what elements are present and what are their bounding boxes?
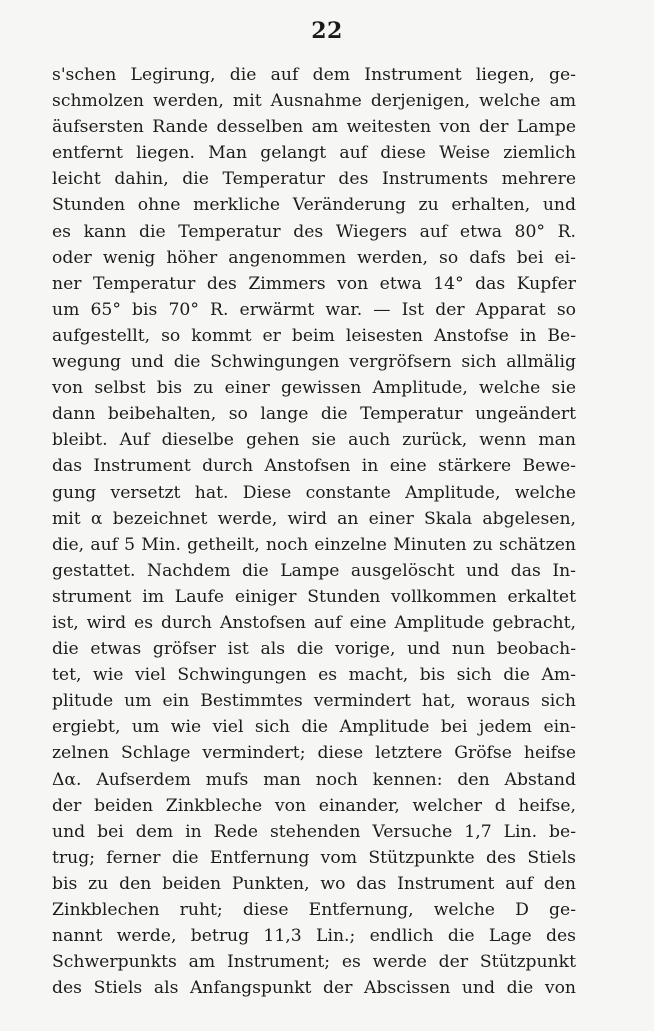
text-line: ner Temperatur des Zimmers von etwa 14° das Kupfer (52, 273, 576, 294)
text-line: Schwerpunkts am Instrument; es werde der Stützpunkt (52, 952, 576, 973)
page-number: 22 (311, 18, 343, 44)
text-line: schmolzen werden, mit Ausnahme derjenigen, welche am (52, 91, 576, 112)
text-line: mit α bezeichnet werde, wird an einer Skala abgelesen, (52, 508, 576, 529)
text-line: die etwas gröfser ist als die vorige, und nun beobach- (52, 639, 576, 660)
text-line: entfernt liegen. Man gelangt auf diese Weise ziemlich (52, 143, 576, 164)
text-line: oder wenig höher angenommen werden, so dafs bei ei- (52, 247, 576, 268)
text-line: dann beibehalten, so lange die Temperatur ungeändert (52, 404, 576, 425)
text-line: äufsersten Rande desselben am weitesten von der Lampe (52, 117, 576, 138)
text-line: das Instrument durch Anstofsen in eine stärkere Bewe- (52, 456, 576, 477)
text-line: Δα. Aufserdem mufs man noch kennen: den Abstand (52, 769, 576, 790)
text-line: es kann die Temperatur des Wiegers auf etwa 80° R. (52, 221, 576, 242)
text-line: gung versetzt hat. Diese constante Amplitude, welche (52, 482, 576, 503)
text-line: ergiebt, um wie viel sich die Amplitude bei jedem ein- (52, 717, 576, 738)
text-line: bleibt. Auf dieselbe gehen sie auch zurück, wenn man (52, 430, 576, 451)
text-line: plitude um ein Bestimmtes vermindert hat, woraus sich (52, 691, 576, 712)
text-line: um 65° bis 70° R. erwärmt war. — Ist der Apparat so (52, 299, 576, 320)
text-line: des Stiels als Anfangspunkt der Abscissen und die von (52, 978, 576, 999)
text-line: gestattet. Nachdem die Lampe ausgelöscht und das In- (52, 560, 576, 581)
text-line: bis zu den beiden Punkten, wo das Instrument auf den (52, 873, 576, 894)
text-line: von selbst bis zu einer gewissen Amplitude, welche sie (52, 378, 576, 399)
text-line: zelnen Schlage vermindert; diese letztere Gröfse heifse (52, 743, 576, 764)
text-line: aufgestellt, so kommt er beim leisesten Anstofse in Be- (52, 325, 576, 346)
text-line: strument im Laufe einiger Stunden vollkommen erkaltet (52, 586, 576, 607)
text-line: Zinkblechen ruht; diese Entfernung, welche D ge- (52, 900, 576, 920)
text-line: leicht dahin, die Temperatur des Instruments mehrere (52, 169, 576, 190)
text-line: wegung und die Schwingungen vergröfsern sich allmälig (52, 352, 576, 373)
text-line: und bei dem in Rede stehenden Versuche 1,7 Lin. be- (52, 821, 576, 842)
text-line: Stunden ohne merkliche Veränderung zu erhalten, und (52, 195, 576, 216)
text-line: ist, wird es durch Anstofsen auf eine Amplitude gebracht, (52, 612, 576, 633)
text-line: s'schen Legirung, die auf dem Instrument liegen, ge- (52, 65, 576, 85)
text-line: der beiden Zinkbleche von einander, welcher d heifse, (52, 795, 576, 816)
body-text (52, 62, 576, 1001)
text-line: die, auf 5 Min. getheilt, noch einzelne Minuten zu schätzen (52, 534, 576, 555)
text-line: nannt werde, betrug 11,3 Lin.; endlich die Lage des (52, 926, 576, 947)
text-line: tet, wie viel Schwingungen es macht, bis sich die Am- (52, 665, 576, 686)
text-line: trug; ferner die Entfernung vom Stützpunkte des Stiels (52, 847, 576, 868)
